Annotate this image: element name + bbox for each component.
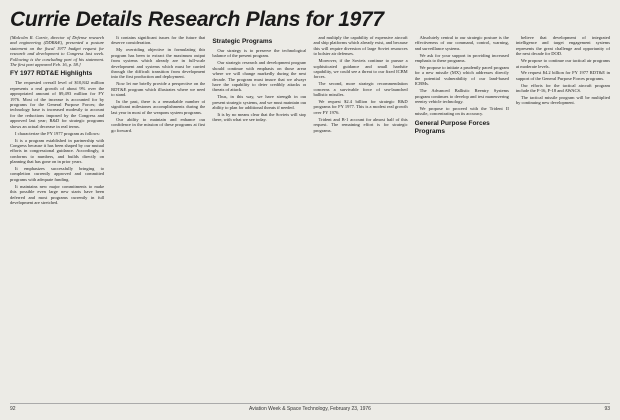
paragraph: It is a program established in partnership with Congress because it has been shaped by our mutual efforts in congressional guidance. Accordingly, it conforms to numbers, and builds directly on planning that has gone on in prior years. (10, 137, 105, 165)
subhead-general-purpose: General Purpose Forces Programs (414, 119, 490, 135)
paragraph: Now let me briefly provide a perspective on the RDT&E program which illustrates where we need to stand. (111, 81, 206, 98)
subhead-strategic: Strategic Programs (212, 38, 273, 45)
paragraph: My overriding objective in formulating this program has been to extract the maximum output from systems which already are in full-scale development and systems which must be carried through the difficult transition from development into the first production and deployment. (111, 47, 206, 80)
article-headline: Currie Details Research Plans for 1977 (10, 8, 384, 31)
paragraph: We request $4.2 billion for FY 1977 RDT&E in support of the General Purpose Forces programs. (515, 70, 610, 81)
publication-line: Aviation Week & Space Technology, February 23, 1976 (249, 406, 371, 412)
paragraph: The requested overall level of $10,842 million represents a real growth of about 9% over the appropriated amount of $9,493 million for FY 1976. Most of the increase is accounted for by programs for the General Purpose Forces; the technology base is increased modestly to account for the reductions imposed by the Congress and approved last year; R&D for strategic programs shows an actual decrease in real terms. (10, 80, 105, 129)
article-intro: [Malcolm R. Currie, director of Defense research and engineering (DDR&E), presented a posture statement on the fiscal 1977 budget request for research and development to Congress last week. Following is the concluding part of his statement. The first part appeared Feb. 16, p. 58.] (10, 35, 105, 68)
column-5 (415, 35, 509, 405)
paragraph: It contains significant issues for the future that deserve consideration. (111, 35, 206, 46)
paragraph: We propose to continue our tactical air programs at moderate levels. (515, 58, 610, 69)
paragraph: Our efforts for the tactical aircraft program include the F-16, F-18 and AWACS. (515, 82, 610, 94)
paragraph: Our strategy is to preserve the technological balance of the present program. (212, 48, 307, 59)
article-columns (10, 35, 610, 405)
paragraph: Moreover, if the Soviets continue to pursue a sophisticated guidance and small hardsite capability, we could see a threat to our fixed ICBM forces. (313, 58, 408, 80)
paragraph: I characterize the FY 1977 program as follows: (15, 130, 100, 136)
paragraph: Thus, in this way, we have strength in our present strategic systems, and we must maintain our ability to plan for additional threats if needed. (212, 94, 307, 111)
paragraph: We request $2.4 billion for strategic R&D programs for FY 1977. This is a modest real growth over FY 1976. (313, 98, 408, 115)
paragraph: Absolutely central to our strategic posture is the effectiveness of our command, control, warning, and surveillance systems. (414, 35, 509, 51)
paragraph: We propose to initiate a prudently paced program for a new missile (MX) which addresses directly the potential vulnerability of our land-based ICBMs. (414, 65, 509, 87)
page-number-right: 93 (604, 406, 610, 412)
paragraph: The Advanced Ballistic Reentry Systems program continues to develop and test maneuvering reentry vehicle technology. (414, 88, 509, 104)
page-footer (10, 403, 610, 412)
paragraph: Our strategic research and development program should continue with emphasis on those areas where we will change markedly during the next decade. The program must insure that we always have the capability to deter credibly attacks or threats of attack. (212, 60, 307, 93)
paragraph: Our ability to maintain and enhance our confidence in the mission of these programs at first go forward. (111, 116, 206, 133)
paragraph: The tactical missile program will be multiplied by continuing new development. (515, 95, 610, 106)
paragraph: believe that development of integrated intelligence and target engagement systems represents the great challenge and opportunity of the next decade for DOD. (515, 35, 610, 57)
paragraph: It is by no means clear that the Soviets will stop there, with what we see today. (212, 111, 307, 123)
paragraph: and multiply the capability of expensive aircraft and ship platforms which already exist, and because this will require diversion of large Soviet resources to bolster air defenses. (313, 35, 408, 57)
paragraph: We ask for your support in providing increased emphasis to these programs. (414, 52, 509, 64)
paragraph: The second, more strategic recommendation concerns a survivable force of sea-launched ballistic missiles. (313, 81, 408, 98)
column-6 (516, 35, 610, 405)
column-3 (212, 35, 306, 405)
paragraph: It emphasizes successfully bringing to completion currently approved and committed programs with adequate funding. (10, 166, 105, 182)
paragraph: It maintains new major commitments to make this possible even large new starts have been deferred and most programs currently in full development are stretched. (10, 183, 105, 205)
paragraph: Trident and B-1 account for almost half of this request. The remaining effort is for strategic programs. (313, 116, 408, 133)
paragraph: We propose to proceed with the Trident II missile, concentrating on its accuracy. (414, 105, 509, 117)
column-4 (313, 35, 407, 405)
paragraph: In the past, there is a remarkable number of significant milestones accomplishments during the last year in most of the weapons system programs. (111, 98, 206, 115)
column-1 (10, 35, 104, 405)
page-number-left: 92 (10, 406, 16, 412)
subhead-highlights: FY 1977 RDT&E Highlights (10, 70, 93, 78)
column-2 (111, 35, 205, 405)
